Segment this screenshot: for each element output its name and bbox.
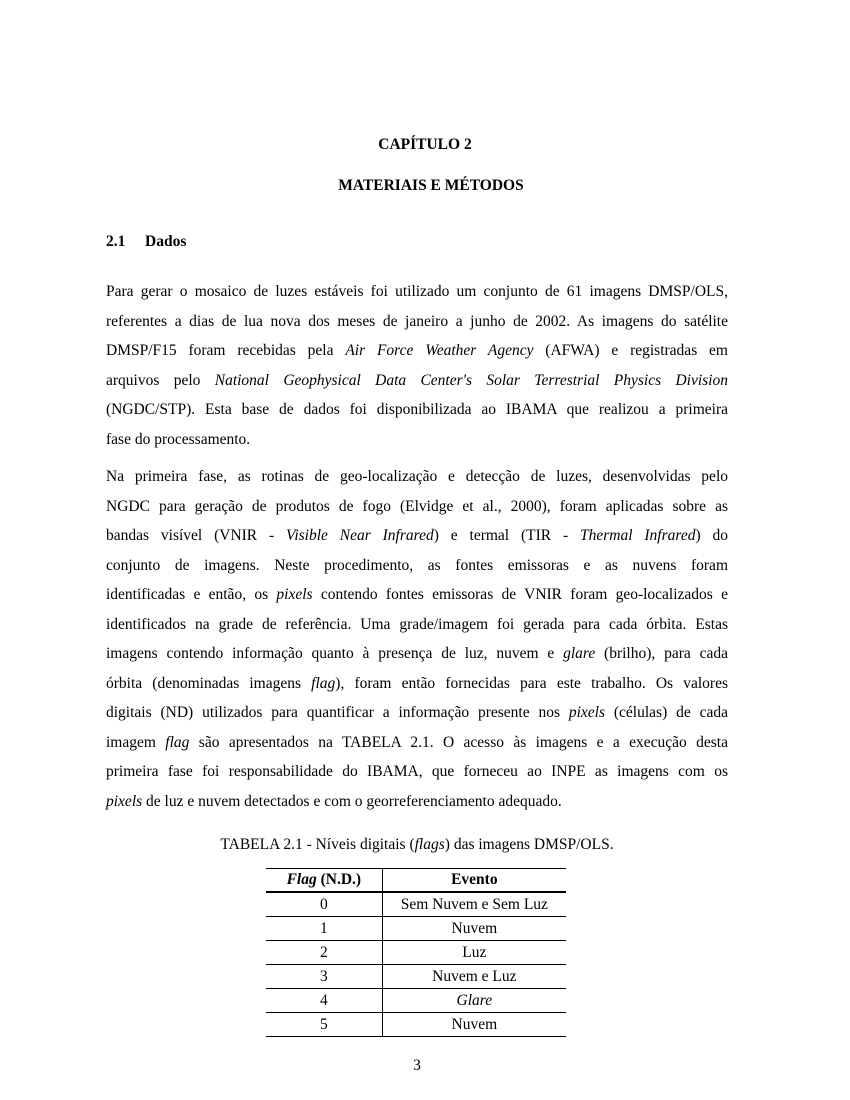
line-italic-term: Thermal Infrared: [579, 527, 696, 544]
text-line: [106, 551, 728, 581]
caption-italic-term: flags: [414, 836, 445, 853]
text-line: [106, 307, 728, 337]
line-text: (brilho), para cada: [595, 645, 728, 662]
header-evento: Evento: [382, 869, 566, 893]
line-text: fase do processamento.: [106, 430, 251, 448]
line-text: arquivos pelo: [106, 371, 215, 389]
line-text: ) do: [695, 527, 728, 544]
cell-nd: 1: [266, 917, 382, 941]
line-text: NGDC para geração de produtos de fogo (Elvidge et al., 2000), foram aplicadas sobre as: [106, 497, 728, 515]
cell-evento: Nuvem: [382, 1013, 566, 1037]
line-text: conjunto de imagens. Neste procedimento, as fontes emissoras e as nuvens foram: [106, 556, 728, 574]
line-text: ), foram então fornecidas para este trabalho. Os valores: [335, 674, 728, 692]
text-line: [106, 395, 728, 425]
text-line: [106, 462, 728, 492]
text-line: [106, 521, 728, 551]
cell-nd: 2: [266, 941, 382, 965]
chapter-label: CAPÍTULO 2: [378, 136, 472, 153]
section-title: Dados: [145, 233, 187, 250]
cell-evento: Nuvem: [382, 917, 566, 941]
text-line: [106, 757, 728, 787]
text-line: [106, 698, 728, 728]
caption-text: ) das imagens DMSP/OLS.: [444, 836, 614, 853]
text-line: [106, 580, 728, 610]
cell-nd: 3: [266, 965, 382, 989]
header-flag-italic: Flag: [286, 871, 317, 888]
cell-evento: Luz: [382, 941, 566, 965]
line-text: imagem: [106, 733, 166, 751]
text-line: [106, 425, 728, 455]
cell-nd: 0: [266, 892, 382, 917]
line-text: identificadas e então, os: [106, 586, 277, 603]
text-line: [106, 336, 728, 366]
header-flag-rest: (N.D.): [316, 871, 362, 888]
line-italic-term: flag: [165, 733, 190, 751]
line-italic-term: Air Force Weather Agency: [345, 342, 534, 359]
header-flag-nd: [266, 869, 382, 893]
chapter-title: MATERIAIS E MÉTODOS: [338, 177, 524, 194]
section-heading: [106, 233, 186, 251]
flags-table: [266, 868, 566, 1037]
text-line: [106, 669, 728, 699]
table-caption: [0, 836, 834, 854]
line-text: (NGDC/STP). Esta base de dados foi disponibilizada ao IBAMA que realizou a primeira: [106, 401, 728, 418]
cell-nd: 5: [266, 1013, 382, 1037]
text-line: [106, 492, 728, 522]
line-text: órbita (denominadas imagens: [106, 674, 312, 692]
cell-evento: Nuvem e Luz: [382, 965, 566, 989]
table-header-row: [266, 869, 566, 893]
table-row: [266, 965, 566, 989]
table-row: [266, 917, 566, 941]
line-text: Na primeira fase, as rotinas de geo-localização e detecção de luzes, desenvolvidas pelo: [106, 468, 728, 485]
text-line: [106, 277, 728, 307]
text-line: [106, 728, 728, 758]
line-text: são apresentados na TABELA 2.1. O acesso às imagens e a execução desta: [189, 733, 728, 751]
line-text: imagens contendo informação quanto à presença de luz, nuvem e: [106, 645, 564, 662]
line-text: Para gerar o mosaico de luzes estáveis foi utilizado um conjunto de 61 imagens DMSP/OLS,: [106, 283, 728, 300]
table-row: [266, 941, 566, 965]
line-text: referentes a dias de lua nova dos meses de janeiro a junho de 2002. As imagens do satélite: [106, 312, 728, 330]
text-line: [106, 787, 728, 817]
paragraph-1: [106, 277, 728, 454]
cell-evento: Sem Nuvem e Sem Luz: [382, 892, 566, 917]
table-row: [266, 1013, 566, 1037]
line-italic-term: Visible Near Infrared: [286, 527, 434, 544]
line-italic-term: flag: [311, 674, 336, 692]
line-text: digitais (ND) utilizados para quantificar a informação presente nos: [106, 704, 569, 721]
line-text: DMSP/F15 foram recebidas pela: [106, 342, 346, 359]
line-text: contendo fontes emissoras de VNIR foram geo-localizados e: [312, 586, 728, 603]
line-italic-term: pixels: [276, 586, 313, 603]
line-italic-term: pixels: [568, 704, 606, 721]
table-row: [266, 892, 566, 917]
page-number: 3: [413, 1057, 421, 1074]
line-text: (células) de cada: [605, 704, 728, 721]
text-line: [106, 366, 728, 396]
cell-nd: 4: [266, 989, 382, 1013]
line-italic-term: pixels: [106, 792, 143, 810]
text-line: [106, 610, 728, 640]
cell-evento: [382, 989, 566, 1013]
table-row: [266, 989, 566, 1013]
paragraph-2: [106, 462, 728, 816]
text-line: [106, 639, 728, 669]
cell-evento-italic: Glare: [456, 991, 493, 1009]
line-text: identificados na grade de referência. Uma grade/imagem foi gerada para cada órbita. Estas: [106, 615, 728, 633]
line-text: de luz e nuvem detectados e com o georreferenciamento adequado.: [142, 792, 562, 810]
line-italic-term: National Geophysical Data Center's Solar Terrestrial Physics Division: [214, 371, 728, 389]
section-number: 2.1: [106, 233, 126, 250]
caption-text: TABELA 2.1 - Níveis digitais (: [220, 836, 415, 853]
line-text: ) e termal (TIR -: [433, 527, 580, 544]
line-text: primeira fase foi responsabilidade do IBAMA, que forneceu ao INPE as imagens com os: [106, 763, 728, 780]
line-text: (AFWA) e registradas em: [533, 342, 728, 359]
line-italic-term: glare: [563, 645, 596, 662]
line-text: bandas visível (VNIR -: [106, 527, 287, 544]
